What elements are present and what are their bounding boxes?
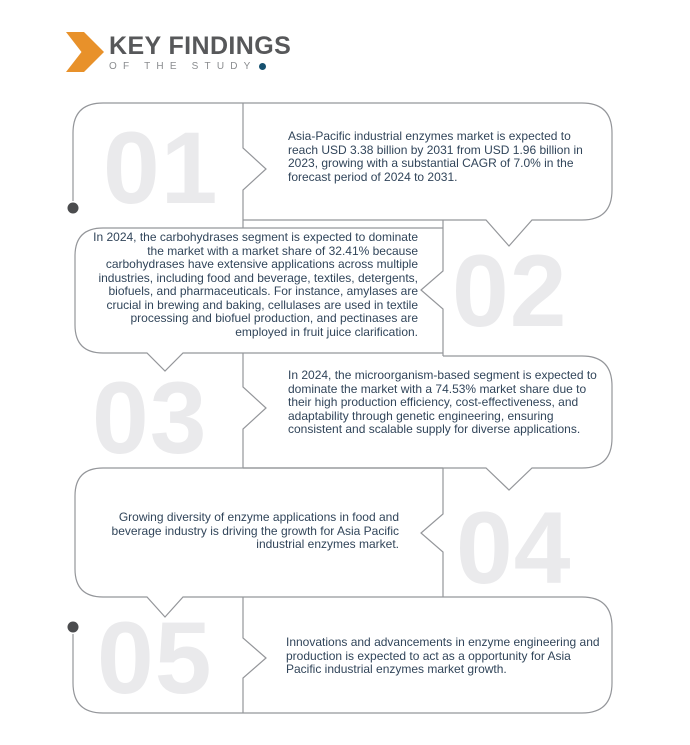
finding-text-04: Growing diversity of enzyme applications in food and beverage industry is driving the growth for Asia Pacific industrial enzymes market. [111, 510, 399, 552]
divider-chevron-1 [243, 103, 266, 228]
divider-chevron-2 [421, 220, 443, 356]
finding-number-01: 01 [103, 111, 219, 225]
finding-text-02: In 2024, the carbohydrases segment is expected to dominate the market with a market share of 32.41% because carbohydrases have extensive applications across multiple industries, including food and beverage, textiles, detergents, biofuels, and pharmaceuticals. For instance, amylases are crucial in brewing and baking, cellulases are used in textile processing and biofuel production, and pectinases are employed in fruit juice clarification. [93, 230, 418, 339]
page-title: KEY FINDINGS [109, 31, 292, 60]
endpoint-dot-top [68, 203, 79, 214]
page-subtitle: OF THE STUDY [109, 60, 257, 72]
finding-text-05: Innovations and advancements in enzyme engineering and production is expected to act as a opportunity for Asia Pacific industrial enzymes market growth. [286, 635, 600, 677]
finding-text-03: In 2024, the microorganism-based segment is expected to dominate the market with a 74.53% market share due to their high production efficiency, cost-effectiveness, and adaptability through genetic engineering, ensuring consistent and scalable supply for diverse applications. [288, 368, 597, 437]
divider-chevron-3 [243, 353, 266, 468]
divider-chevron-5 [243, 597, 266, 713]
finding-number-04: 04 [456, 491, 572, 605]
finding-number-05: 05 [97, 601, 213, 715]
finding-text-01: Asia-Pacific industrial enzymes market is expected to reach USD 3.38 billion by 2031 from USD 1.96 billion in 2023, growing with a substantial CAGR of 7.0% in the forecast period of 2024 to 2031. [288, 129, 583, 184]
finding-number-02: 02 [452, 234, 568, 348]
finding-number-03: 03 [92, 361, 208, 475]
endpoint-dot-bottom [68, 622, 79, 633]
divider-chevron-4 [421, 468, 443, 597]
